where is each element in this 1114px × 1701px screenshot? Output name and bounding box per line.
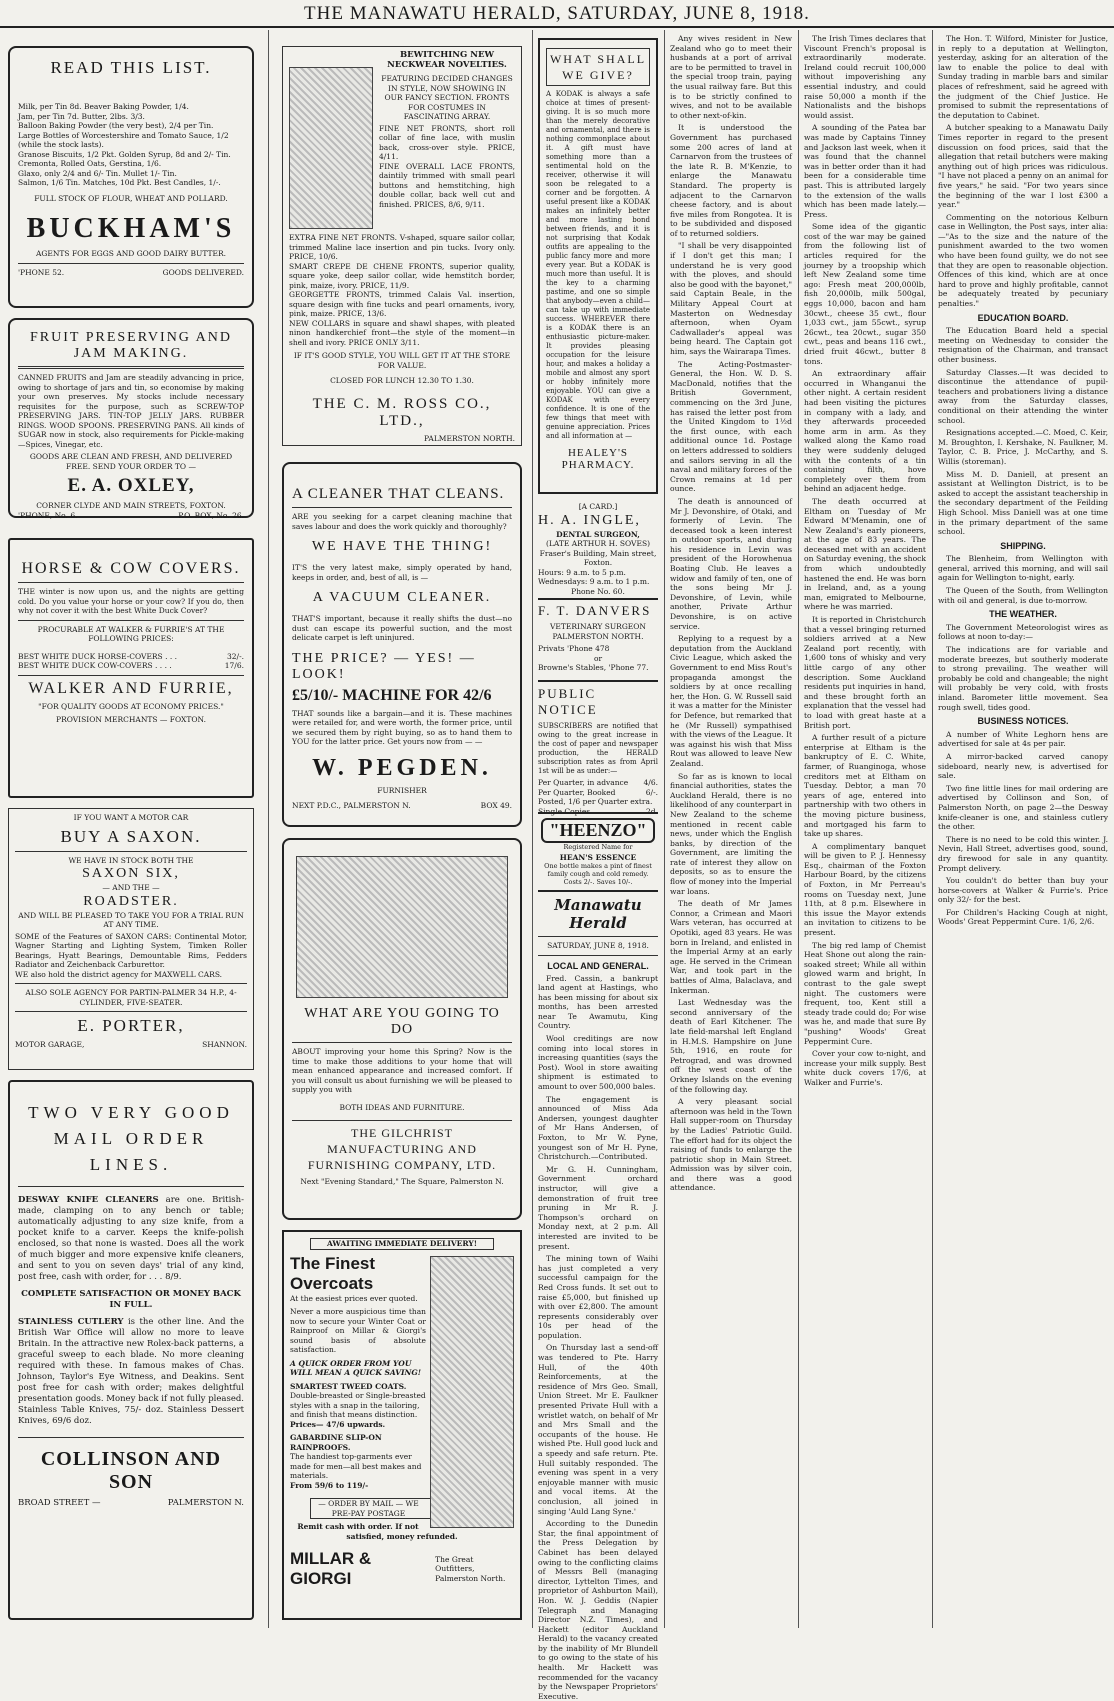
article-para: Mr G. H. Cunningham, Government orchard instructor, will give a demonstration of fruit tree pruning in Mr R. J. Thompson's orchard on Monday next, at 2 p.m. All interested are invited to be present.: [538, 1164, 658, 1251]
buckham-ad: [8, 46, 254, 308]
article-para: Some idea of the gigantic cost of the war may be gained from the following list of articles required for the journey by a troopship which left New Zealand some time ago: Fresh meat 200,000lb, fish 20,000lb, milk 500gal, eggs 10,000, bacon and ham 30cwt., cheese 35 cwt., flour 1,033 cwt., jam 55cwt., syrup 26cwt., tea 20cwt., sugar 350 cwt., peas and beans 116 cwt., dried fruit 46cwt., butter 8 tons.: [804, 222, 926, 366]
pegden-title: A CLEANER THAT CLEANS.: [292, 486, 505, 502]
article-para: The mining town of Waihi has just completed a very successful campaign for the Red Cross funds. It set out to raise £5,000, but finished up with over £2,800. The amount represents considerably over 10s per head of the population.: [538, 1254, 658, 1340]
collinson-ad: [8, 1080, 254, 1620]
oxley-goods: GOODS ARE CLEAN AND FRESH, AND DELIVERED FREE. SEND YOUR ORDER TO —: [29, 452, 233, 471]
walker-price: 17/6.: [224, 661, 244, 670]
millar-mail: — ORDER BY MAIL — WE PRE-PAY POSTAGE: [310, 1498, 494, 1519]
porter-agency: WE also hold the district agency for MAXWELL CARS.: [15, 969, 223, 979]
article-para: Commenting on the notorious Kelburn case in Wellington, the Post says, inter alia:—"As to the size and the nature of the punishment awarded to the two women who have been found guilty, we do not see that they are open to reasonable objection. Offences of this kind, which are at once hard to prove and highly profitable, cannot be adequately treated by pecuniary penalties.": [938, 212, 1108, 309]
ross-item: EXTRA FINE NET FRONTS. V-shaped, square sailor collar, trimmed Maline lace insertion and pin tucks. Ivory only. PRICE, 10/6.: [289, 233, 515, 261]
collinson-street: BROAD STREET —: [18, 1498, 101, 1508]
article-para: Miss M. D. Daniell, at present an assistant at Wellington District, is to be asked to accept the assistant teachership in the secondary department of the Feilding High School. Miss Daniell was at one time in the primary department of the same school.: [938, 469, 1108, 537]
healey-body: A KODAK is always a safe choice at times of present-giving. It is so much more than the merely decorative and ornamental, and there is nothing commonplace about it. A gift must have something more than a sentimental hold on the receiver, otherwise it will soon be relegated to a corner and be forgotten. A useful present like a KODAK makes an infinitely better and more lasting bond between friends, and it is not surprising that Kodak outfits are appealing to the public fancy more and more every year. But a KODAK is much more than useful. It is the key to a charming pastime, and one so simple that anybody—even a child—can take up with immediate success. WHEREVER there is a KODAK there is an enthusiastic picture-maker. It provides pleasing occupation for the leisure hour, and makes a holiday a mobile and almost any sport or hobby infinitely more enjoyable. YOU can give a KODAK with every confidence. It is one of the few things that meet with genuine appreciation. Prices and all information at —: [546, 90, 650, 440]
millar-name: MILLAR & GIORGI: [290, 1549, 372, 1588]
walker-price-label: BEST WHITE DUCK HORSE-COVERS . . .: [18, 651, 178, 661]
millar-footer: [290, 1549, 514, 1589]
pegden-addr: NEXT P.D.C., PALMERSTON N.: [292, 801, 411, 810]
danvers-name: F. T. DANVERS: [538, 603, 652, 618]
porter-sole: ALSO SOLE AGENCY FOR PARTIN-PALMER 34 H.P., 4-CYLINDER, FIVE-SEATER.: [25, 988, 237, 1007]
buckham-name: BUCKHAM'S: [26, 213, 236, 244]
porter-features: SOME of the Features of SAXON CARS: Continental Motor, Wagner Starting and Lighting System, Timken Roller Bearings, Hyatt Bearings, Demountable Rims, Fedders Radiator and Zeichenback Carburettor.: [15, 931, 247, 969]
ross-name: THE C. M. ROSS CO., LTD.,: [312, 395, 492, 429]
herald-date: SATURDAY, JUNE 8, 1918.: [547, 941, 649, 950]
article-para: A further result of a picture enterprise at Eltham is the bankruptcy of E. C. White, farmer, of Ruanginoga, whose creditors met at Eltham on Tuesday. Debtor, a man 70 years of age, entered into partnership with two others in the moving picture business, and mortgaged his farm to take up shares.: [804, 733, 926, 839]
millar-tweed-price: Prices— 47/6 upwards.: [290, 1419, 386, 1429]
heenzo-reg: Registered Name for: [563, 843, 633, 851]
education-board-heading: EDUCATION BOARD.: [977, 312, 1069, 323]
collinson-p2-head: STAINLESS CUTLERY: [18, 1317, 124, 1327]
millar-gab: GABARDINE SLIP-ON RAINPROOFS.: [290, 1433, 382, 1452]
collinson-name: COLLINSON AND SON: [40, 1448, 222, 1493]
millar-sub: At the easiest prices ever quoted.: [290, 1293, 418, 1303]
notice-rate-value: 4/6.: [643, 778, 658, 787]
oxley-address: CORNER CLYDE AND MAIN STREETS, FOXTON.: [36, 501, 226, 510]
article-para: Any wives resident in New Zealand who go to meet their husbands at a port of arrival are to be permitted to travel in the special troop train, paying the usual railway fare. But this is to be strictly confined to wives, and not to be available to other next-of-kin.: [670, 34, 792, 120]
article-para: There is no need to be cold this winter. J. Nevin, Hall Street, advertises good, sound, dry firewood for sale in any quantity. Prompt delivery.: [938, 834, 1108, 873]
gilchrist-title: WHAT ARE YOU GOING TO DO: [304, 1006, 500, 1037]
article-para: A number of White Leghorn hens are advertised for sale at 4s per pair.: [938, 729, 1108, 749]
business-notices-heading: BUSINESS NOTICES.: [977, 716, 1069, 727]
article-para: According to the Dunedin Star, the final appointment of the Press Delegation by Cabinet has been delayed owing to the conflicting claims of Messrs Bell (managing director, Lyttelton Times, and proprietor of Ashburton Mail), Hon. W. J. Geddis (Napier Telegraph and Managing Director N.Z. Times), and Hackett (editor Auckland Herald) to the vacancy created by the inability of Mr Blundell to go owing to the state of his health. Mr Hackett was recommended for the vacancy by the Newspaper Proprietors' Executive.: [538, 1519, 658, 1701]
walker-price-row: [18, 661, 244, 671]
pegden-desc: IT'S the very latest make, simply operated by hand, keeps in order, and, best of all, is —: [292, 563, 512, 582]
heenzo-name: "HEENZO": [541, 818, 654, 843]
herald-section: LOCAL AND GENERAL.: [547, 960, 649, 971]
walker-price-label: BEST WHITE DUCK COW-COVERS . . . .: [18, 661, 172, 670]
walker-provision: PROVISION MERCHANTS — FOXTON.: [56, 715, 206, 724]
article-para: Last Wednesday was the second anniversary of the death of Earl Kitchener. The late field-marshal left England in H.M.S. Hampshire on June 5th, 1916, en route for Petrograd, and was drowned off the west coast of the Orkney Islands on the evening of the following day.: [670, 998, 792, 1094]
pegden-ad: [282, 462, 522, 827]
article-para: Cover your cow to-night, and increase your milk supply. Best white duck covers 17/6, at Walker and Furrie's.: [804, 1049, 926, 1087]
buckham-eggs: AGENTS FOR EGGS AND GOOD DAIRY BUTTER.: [35, 249, 227, 258]
ingle-hours: Hours: 9 a.m. to 5 p.m. Wednesdays: 9 a.m. to 1 p.m.: [538, 567, 650, 586]
article-para: A mirror-backed carved canopy sideboard, nearly new, is advertised for sale.: [938, 751, 1108, 781]
collinson-p1: [18, 1195, 244, 1283]
article-para: Fred. Cassin, a bankrupt land agent at Hastings, who has been missing for about six months, has been arrested near Te Awamutu, King Country.: [538, 973, 658, 1031]
gilchrist-name: THE GILCHRIST MANUFACTURING AND FURNISHING COMPANY, LTD.: [307, 1126, 497, 1172]
pegden-price-question: THE PRICE? — YES! — LOOK!: [292, 650, 476, 682]
news-column-5: [804, 34, 926, 1620]
pegden-question: ARE you seeking for a carpet cleaning machine that saves labour and does the work quickly and thoroughly?: [292, 512, 512, 531]
article-para: The Irish Times declares that Viscount French's proposal is extraordinarily moderate. Ireland could recruit 100,000 without impoverishing any essential industry, and could raise 50,000 a month if the Nationalists and the bishops would assist.: [804, 34, 926, 120]
porter-town: SHANNON.: [202, 1040, 247, 1049]
buckham-item: Glaxo, only 2/4 and 6/- Tin. Mullet 1/- Tin.: [18, 168, 177, 178]
collinson-p2: [18, 1317, 244, 1427]
ingle-trade: DENTAL SURGEON,: [556, 529, 640, 539]
ingle-late: (LATE ARTHUR H. SOVES): [545, 539, 651, 548]
notice-body: SUBSCRIBERS are notified that owing to the great increase in the cost of paper and newspaper production, the HERALD subscription rates as from April 1st will be as under:—: [538, 722, 658, 775]
danvers-stables: Browne's Stables, 'Phone 77.: [538, 663, 649, 672]
heenzo-sub: HEAN'S ESSENCE: [559, 852, 637, 862]
notice-title: PUBLIC NOTICE: [538, 686, 598, 717]
article-para: It is reported in Christchurch that a vessel bringing returned soldiers arrived at a New Zealand port recently, with 1,600 tons of whisky and very little cargo of any other description. Some Auckland residents put inquiries in hand, and these brought forth an explanation that the vessel had to load with great haste at a British port.: [804, 615, 926, 730]
buckham-phone: 'PHONE 52.: [18, 267, 65, 277]
porter-lead: IF YOU WANT A MOTOR CAR: [73, 813, 189, 822]
buckham-item: Jam, per Tin 7d. Butter, 2lbs. 3/3.: [18, 111, 145, 121]
article-para: Wool creditings are now coming into local stores in increasing quantities (says the Post). Wool in store awaiting shipment is estimated to amount to over 500,000 bales.: [538, 1034, 658, 1092]
article-para: An extraordinary affair occurred in Whanganui the other night. A certain resident had been visiting the pictures in company with a lady, and they afterwards proceeded home arm in arm. As they walked along the Kamo road they were suddenly deluged with the contents of a tin containing filth, hove completely over them from behind an adjacent hedge.: [804, 369, 926, 494]
article-para: A sounding of the Patea bar was made by Captains Tinney and Jackson last week, when it was found that the channel was in better order than it had been for a considerable time past. This is attributed largely to the extension of the walls which has been made lately.—Press.: [804, 123, 926, 219]
buckham-delivered: GOODS DELIVERED.: [162, 267, 244, 277]
buckham-item: Granose Biscuits, 1/2 Pkt. Golden Syrup, 8d and 2/- Tin.: [18, 149, 231, 159]
collinson-p1-body: are one. British-made, clamping on to any bench or table; automatically adjusting to any size knife, from a pocket knife to a carver. Keeps the knife-polish enclosed, so that none is wasted. Does all the work of much bigger and more expensive knife cleaners, and sent to you on seven days' trial of any kind, post free, cash with order, for . . . 8/9.: [18, 1195, 245, 1282]
ingle-phone: Phone No. 60.: [571, 586, 625, 596]
public-notice: [538, 680, 658, 816]
porter-six: SAXON SIX,: [82, 866, 180, 881]
millar-gab-desc: The handiest top-garments ever made for men—all best makes and materials.: [290, 1452, 422, 1480]
ross-title: BEWITCHING NEW NECKWEAR NOVELTIES.: [387, 50, 507, 70]
article-para: A butcher speaking to a Manawatu Daily Times reporter in regard to the present discussion on food prices, said that the allegation that retail butchers were making anything out of high prices was ridiculous. "I have not placed a penny on an animal for five years," he said. "For two years since the beginning of the war I lost £300 a year.": [938, 123, 1108, 210]
porter-title: BUY A SAXON.: [60, 826, 202, 846]
pegden-bargain: THAT sounds like a bargain—and it is. These machines were retailed for, and were worth, the former price, until we secured them by right buying, so as to hand them to YOU for the latter price. Get yours now from — —: [292, 708, 512, 746]
ross-item: GEORGETTE FRONTS, trimmed Calais Val. insertion, square design with fine tucks and pearl ornaments, ivory, pink, maize. PRICE, 13/6.: [289, 290, 515, 318]
buckham-item: Large Bottles of Worcestershire and Tomato Sauce, 1/2 (while the stock lasts).: [18, 130, 229, 149]
pegden-price: £5/10/- MACHINE FOR 42/6: [292, 686, 492, 704]
walker-price: 32/-.: [227, 651, 244, 661]
collinson-town: PALMERSTON N.: [167, 1498, 244, 1508]
buckham-item: Milk, per Tin 8d. Beaver Baking Powder, 1/4.: [18, 102, 189, 111]
article-para: The Hon. T. Wilford, Minister for Justice, in reply to a deputation at Wellington, yesterday, asking for an alteration of the law to enable the police to deal with Sunday trading in marble bars and similar places of refreshment, said he agreed with the judgment of the Chief Justice. He promised to submit the representations of the deputation to Cabinet.: [938, 34, 1108, 120]
article-para: For Children's Hacking Cough at night, Woods' Great Peppermint Cure. 1/6, 2/6.: [938, 907, 1108, 927]
millar-remit: Remit cash with order. If not satisfied, money refunded.: [297, 1522, 458, 1541]
porter-stock: WE HAVE IN STOCK BOTH THE: [68, 855, 194, 865]
news-column-4: [670, 34, 792, 1620]
pegden-trade: FURNISHER: [377, 785, 427, 795]
article-para: The death of Mr James Connor, a Crimean and Maori Wars veteran, has occurred at Opotiki, aged 83 years. He was born in Ireland, and enlisted in the Imperial Army at an early age. He served in the Crimean War, and took part in the battles of Alma, Balaclava, and Inkerman.: [670, 899, 792, 995]
danvers-phone: Privats 'Phone 478: [538, 644, 610, 653]
article-para: Two fine little lines for mail ordering are advertised by Collinson and Son, of Palmerston North, on page 2—the Desway knife-cleaner is one, and stainless cutlery the other.: [938, 783, 1108, 832]
article-para: On Thursday last a send-off was tendered to Pte. Harry Hull, of the 40th Reinforcements, at the residence of Mrs Geo. Small, Union Street. Mr E. Faulkner presented Private Hull with a wristlet watch, on behalf of Mr and Mrs Small and the occupants of the house. He wished Pte. Hull good luck and a speedy and safe return. Pte. Hull suitably responded. The evening was spent in a very enjoyable manner with music and vocal items. At the conclusion, all joined in singing 'Auld Lang Syne.': [538, 1343, 658, 1516]
walker-title: HORSE & COW COVERS.: [21, 560, 241, 577]
porter-and: — AND THE —: [102, 883, 160, 892]
notice-rate-value: 6/-.: [645, 787, 658, 797]
collinson-p1-head: DESWAY KNIFE CLEANERS: [18, 1195, 159, 1205]
walker-name: WALKER AND FURRIE,: [28, 679, 234, 697]
ingle-card: [A CARD.]: [578, 502, 618, 511]
collinson-satisfaction: COMPLETE SATISFACTION OR MONEY BACK IN FULL.: [21, 1289, 241, 1310]
ross-item: FINE OVERALL LACE FRONTS, daintily trimmed with small pearl buttons and hemstitching, high double collar, back well cut and finished. PRICES, 8/6, 9/11.: [379, 161, 515, 209]
danvers-trade: VETERINARY SURGEON: [550, 622, 646, 631]
room-illustration: [296, 856, 508, 998]
local-general: [538, 890, 658, 1701]
healey-ad: [538, 38, 658, 494]
walker-procurable: PROCURABLE AT WALKER & FURRIE'S AT THE FOLLOWING PRICES:: [37, 624, 225, 643]
gilchrist-ad: [282, 838, 522, 1220]
collinson-title: TWO VERY GOOD MAIL ORDER LINES.: [28, 1103, 234, 1174]
porter-name: E. PORTER,: [77, 1016, 185, 1035]
oxley-phone: 'PHONE, No. 6.: [18, 510, 78, 520]
shipping-heading: SHIPPING.: [1000, 540, 1046, 551]
millar-body: Never a more auspicious time than now to secure your Winter Coat or Rainproof on Millar & Giorgi's sound basis of absolute satisfaction.: [290, 1307, 426, 1354]
buckham-item: Balloon Baking Powder (the very best), 2/4 per Tin.: [18, 121, 214, 130]
ross-store: IF IT'S GOOD STYLE, YOU WILL GET IT AT THE STORE FOR VALUE.: [293, 351, 511, 370]
article-para: Resignations accepted.—C. Moed, C. Keir, M. Broughton, I. Kershake, N. Faulkner, M. Taylor, C. B. Price, J. McCarthy, and S. Willis (storeman).: [938, 428, 1108, 466]
millar-top: AWAITING IMMEDIATE DELIVERY!: [310, 1238, 494, 1250]
article-para: "I shall be very disappointed if I don't get this man; I understand he is very good with the ploves, and should also be good with the bayonet," said Captain Beale, in the Military Appeal Court at Masterton on Wednesday afternoon, when Oyam Cadwallader's appeal was being heard. The Captain got him, says the Wairarapa Times.: [670, 241, 792, 356]
article-para: The Blenheim, from Wellington with general, arrived this morning, and will sail again for Wellington to-night, early.: [938, 554, 1108, 583]
oxley-box: P.O. BOX, No. 26.: [178, 510, 244, 520]
pegden-have: WE HAVE THE THING!: [311, 539, 493, 554]
porter-ad: [8, 808, 254, 1070]
collinson-p2-body: is the other line. And the British War Office will allow no more to leave Britain. In the attractive new Rolex-back patterns, a graceful sweep to each blade. No more cleaning required with these. In famous makes of Chas. Johnson, Taylor's Eye Witness, and Deakins. Sent post free for cash with order; makes delightful presentation goods. Money back if not fully pleased. Stainless Table Knives, 75/- doz. Stainless Dessert Knives, 69/6 doz.: [18, 1317, 245, 1426]
millar-tweed-desc: Double-breasted or Single-breasted styles with a snap in the tailoring, and finish that means distinction.: [290, 1391, 426, 1419]
article-para: It is understood the Government has purchased some 200 acres of land at Carnarvon from the trustees of the late R. B. M'Kenzie, to enlarge the Manawatu Standard. The property is adjacent to the Carnarvon cheese factory, and is about five miles from Rongotea. It is to be subdivided and disposed of to returned soldiers.: [670, 123, 792, 238]
oxley-ad: [8, 318, 254, 518]
gilchrist-both: BOTH IDEAS AND FURNITURE.: [339, 1102, 465, 1112]
article-para: The Acting-Postmaster-General, the Hon. W. D. S. MacDonald, notifies that the British Government, commencing on the 3rd June, has raised the letter post from the United Kingdom to 1½d the first ounce, with each additional ounce 1d. Postage on letters addressed to soldiers and sailors serving in all the naval and military forces of the Crown remains at 1d per ounce.: [670, 359, 792, 494]
ross-closed: CLOSED FOR LUNCH 12.30 TO 1.30.: [330, 376, 474, 385]
weather-heading: THE WEATHER.: [989, 609, 1057, 620]
article-para: A complimentary banquet will be given to P. J. Hennessy Esq., chairman of the Foxton Harbour Board, by the citizens of Foxton, in Mr Perreau's rooms on Tuesday next, June 11th, at 8 p.m. Elsewhere in this issue the Mayor extends an invitation to citizens to be present.: [804, 841, 926, 938]
millar-ad: [282, 1230, 522, 1620]
ross-item: FINE NET FRONTS, short roll collar of fine lace, with muslin back, cross-over style. PRICE, 4/11.: [379, 123, 515, 161]
notice-rate: [538, 788, 658, 798]
ross-intro: FEATURING DECIDED CHANGES IN STYLE, NOW SHOWING IN OUR FANCY SECTION. FRONTS FOR COSTUMES IN FASCINATING ARRAY.: [381, 74, 513, 121]
woman-illustration: [289, 67, 373, 229]
pegden-footer: [292, 801, 512, 811]
ross-item: SMART CREPE DE CHENE FRONTS, superior quality, square yoke, deep sailor collar, wide hemstitch border, pink, maize, ivory. PRICE, 11/9.: [289, 261, 515, 290]
buckham-items: [18, 102, 244, 188]
walker-slogan: "FOR QUALITY GOODS AT ECONOMY PRICES.": [38, 701, 224, 711]
notice-rate: [538, 778, 658, 788]
porter-garage: MOTOR GARAGE,: [15, 1040, 85, 1049]
danvers-town: PALMERSTON NORTH.: [552, 631, 644, 641]
notice-rate: [538, 797, 658, 807]
buckham-title: READ THIS LIST.: [50, 58, 212, 77]
notice-rate-label: Per Quarter, Booked: [538, 787, 616, 797]
buckham-item: Cremonta, Rolled Oats, Gerstina, 1/6.: [18, 159, 162, 168]
heenzo-ad: [538, 812, 658, 884]
article-para: Saturday Classes.—It was decided to discontinue the attendance of pupil-teachers and probationers living a distance away from the Saturday classes, conditional on their attending the winter school.: [938, 367, 1108, 425]
gilchrist-addr: Next "Evening Standard," The Square, Palmerston N.: [300, 1177, 504, 1186]
article-para: A very pleasant social afternoon was held in the Town Hall supper-room on Thursday by the Ladies' Patriotic Guild. The effort had for its object the raising of funds to enlarge the patriotic shop in Main Street. Admission was by silver coin, and there was a good attendance.: [670, 1097, 792, 1193]
danvers-or: or: [593, 653, 603, 663]
danvers-ad: [538, 598, 658, 676]
ingle-ad: [538, 502, 658, 594]
collinson-footer: [18, 1498, 244, 1509]
article-para: The death is announced of Mr J. Devonshire, of Otaki, and formerly of Levin. The deceased took a keen interest in outdoor sports, and during his residence in Levin was president of the Horowhenua Boating Club. He leaves a widow and family of ten, one of the sons being Mr J. Devonshire, of Levin, while another, Private Arthur Devonshire, is on active service.: [670, 496, 792, 631]
notice-rate-label: Per Quarter, in advance: [538, 778, 629, 787]
healey-name: HEALEY'S PHARMACY.: [561, 447, 635, 471]
oxley-body: CANNED FRUITS and Jam are steadily advancing in price, owing to shortage of jars and tin, so economise by making your own preserves. My stocks include necessary requisites for the purpose, such as SCREW-TOP PRESERVING JARS. TIN-TOP JELLY JARS. RUBBER RINGS. WOOD SPOONS. PRESERVING PANS. All kinds of SUGAR now in stock, also requirements for Pickle-making—Spices, Vinegar, etc.: [18, 373, 244, 449]
article-para: The Government Meteorologist wires as follows at noon to-day:—: [938, 622, 1108, 642]
article-para: Replying to a request by a deputation from the Auckland Civic League, which asked the Government to end Miss Rout's propaganda amongst the soldiers by at once recalling her, the Hon. G. W. Russell said it was a matter for the Minister for Defence, but remarked that he (Mr Russell) sympathised with the views of the League. It was against his wish that Miss Rout was allowed to leave New Zealand.: [670, 634, 792, 768]
healey-title: WHAT SHALL WE GIVE?: [546, 48, 650, 86]
millar-title: The Finest Overcoats: [290, 1253, 376, 1293]
article-para: The big red lamp of Chemist Heat Shone out along the rain-soaked street; While all within glowed warm and bright, In contrast to the gale swept night. The customers were frequent, too, Kent still a steady trade could do; For wise was he, and made that sure By "pushing" Woods' Great Peppermint Cure.: [804, 940, 926, 1046]
millar-outfit: The Great Outfitters, Palmerston North.: [435, 1554, 506, 1583]
millar-gab-price: From 59/6 to 119/-: [290, 1480, 369, 1490]
buckham-item: Salmon, 1/6 Tin. Matches, 10d Pkt. Best Candles, 1/-.: [18, 178, 221, 187]
oxley-name: E. A. OXLEY,: [67, 475, 195, 496]
buckham-footer: [18, 268, 244, 278]
ingle-addr: Fraser's Building, Main street, Foxton.: [539, 548, 657, 567]
heenzo-line: One bottle makes a pint of finest family cough and cold remedy. Costs 2/-. Saves 10/-.: [544, 862, 652, 886]
millar-tweed: SMARTEST TWEED COATS.: [290, 1381, 407, 1391]
oxley-title: FRUIT PRESERVING AND JAM MAKING.: [30, 330, 232, 361]
article-para: The death occurred at Eltham on Tuesday of Mr Edward M'Menamin, one of New Zealand's early pioneers, at the age of 83 years. The deceased met with an accident on Saturday evening, the shock from which undoubtedly hastened the end. He was born in Ireland, and, as a young man, emigrated to Melbourne, where he was married.: [804, 496, 926, 612]
ross-item: NEW COLLARS in square and shawl shapes, with pleated ninon handkerchief front—the style of the moment—in shell and ivory. PRICE ONLY 3/11.: [289, 318, 515, 347]
notice-rate-label: Single Copies: [538, 806, 591, 816]
article-para: The Queen of the South, from Wellington with oil and general, is due to-morrow.: [938, 586, 1108, 605]
ross-town: PALMERSTON NORTH.: [424, 433, 515, 443]
man-illustration: [430, 1256, 514, 1528]
notice-rate-label: Posted, 1/6 per Quarter extra.: [538, 797, 653, 806]
ross-ad: [282, 46, 522, 446]
article-para: The indications are for variable and moderate breezes, but southerly moderate to strong prevailing. The weather will probably be cold and changeable; the night will probably be very cold, with frosts inland. Barometer little movement. Sea rough swell, tides good.: [938, 645, 1108, 712]
article-para: So far as is known to local financial authorities, states the Auckland Herald, there is no likelihood of any counterpart in New Zealand to the scheme mentioned in recent cable news, under which the English banks, by direction of the Government, are limiting the rate of interest they allow on deposits, so as to ensure the flow of money into the Imperial war loans.: [670, 771, 792, 896]
news-column-6: [938, 34, 1108, 1620]
pegden-name: W. PEGDEN.: [312, 754, 492, 781]
oxley-footer: [18, 511, 244, 521]
herald-column: [538, 973, 658, 1701]
article-para: You couldn't do better than buy your horse-covers at Walker & Furrie's. Price only 32/- for the best.: [938, 876, 1108, 905]
article-para: The engagement is announced of Miss Ada Andersen, youngest daughter of Mr Hans Andersen, of Foxton, to Mr W. Pyne, youngest son of Mr H. Pyne, Christchurch.—Contributed.: [538, 1094, 658, 1162]
gilchrist-body: ABOUT improving your home this Spring? Now is the time to make those additions to your home that will mean enhanced appearance and increased comfort. If you will consult us about furnishing we will be pleased to supply you with: [292, 1047, 512, 1094]
masthead: THE MANAWATU HERALD, SATURDAY, JUNE 8, 1918.: [0, 0, 1114, 28]
herald-name: Manawatu Herald: [554, 896, 642, 932]
pegden-vacuum: A VACUUM CLEANER.: [312, 590, 492, 605]
pegden-box: BOX 49.: [480, 801, 512, 810]
article-para: The Education Board held a special meeting on Wednesday to consider the resignation of the Chairman, and transact other business.: [938, 326, 1108, 364]
millar-order: A QUICK ORDER FROM YOU WILL MEAN A QUICK SAVING!: [290, 1358, 422, 1377]
porter-roadster: ROADSTER.: [83, 893, 179, 909]
porter-footer: [15, 1040, 247, 1050]
walker-ad: [8, 538, 254, 798]
walker-price-row: [18, 652, 244, 662]
walker-body: THE winter is now upon us, and the nights are getting cold. Do you value your horse or your cow? If you do, then why not cover it with the best White Duck Cover?: [18, 587, 244, 615]
buckham-stock: FULL STOCK OF FLOUR, WHEAT AND POLLARD.: [34, 193, 228, 203]
porter-trial: AND WILL BE PLEASED TO TAKE YOU FOR A TRIAL RUN AT ANY TIME.: [18, 910, 244, 929]
pegden-important: THAT'S important, because it really shifts the dust—no dust can escape its powerful suction, and the most delicate carpet is left uninjured.: [292, 614, 512, 642]
notice-rate-value: 2d.: [646, 806, 658, 816]
ingle-name: H. A. INGLE,: [538, 512, 641, 528]
